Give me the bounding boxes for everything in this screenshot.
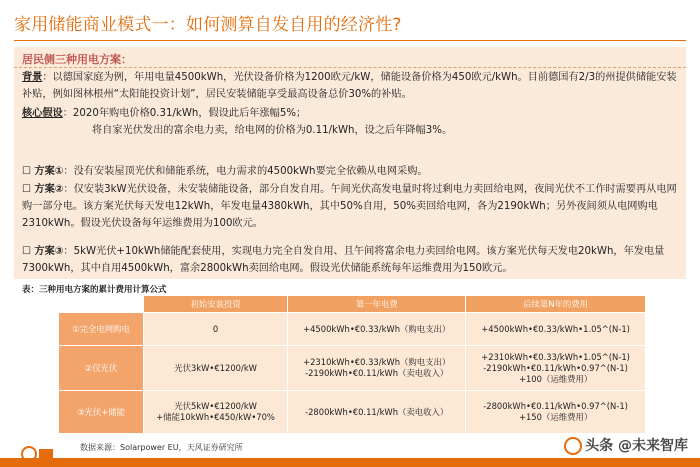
row-name: ①完全电网购电 [59,313,144,346]
plan-2-text: ：仅安装3kW光伏设备，未安装储能设备，部分自发自用。午间光伏高发电量时将过剩电力卖回给电网，夜间光伏不工作时需要再从电网购一部分电。该方案光伏每天发电12kWh，年发电量4380kWh，其中50%自用，50%卖回给电网，各为2190kWh；另外夜间须从电网购电2310kWh。假设光伏设备每年运维费用为100欧元。 [22,184,677,229]
source-note: 数据来源：Solarpower EU，天风证券研究所 [80,443,243,452]
plan-1-paragraph [22,163,682,180]
checkbox-icon: ☐ [22,166,32,177]
plan-1-text: ：没有安装屋顶光伏和储能系统，电力需求的4500kWh要完全依赖从电网采购。 [63,166,428,177]
row-name: ②仅光伏 [59,346,144,391]
table-header-first-year: 第一年电费 [288,296,466,313]
core-assumption-text-2: 将自家光伏发出的富余电力卖，给电网的价格为0.11/kWh，设之后年降幅3%。 [92,125,453,136]
scenario-panel [14,47,686,279]
background-paragraph [22,69,682,103]
table-row [59,391,646,434]
table-caption: 表：三种用电方案的累计费用计算公式 [22,285,167,295]
background-text: ：以德国家庭为例，年用电量4500kWh，光伏设备价格为1200欧元/kW，储能设备价格为450欧元/kWh。目前德国有2/3的州提供储能安装补贴，例如图林根州“太阳能投资计划”，居民安装储能享受最高设备总价30%的补贴。 [22,72,677,100]
cell-invest: 0 [144,313,288,346]
cell-first-year: +2310kWh•€0.33/kWh（购电支出） -2190kWh•€0.11/kWh（卖电收入） [288,346,466,391]
row-name: ③光伏+储能 [59,391,144,434]
watermark: 头条 @未来智库 [564,435,688,455]
cell-later-years: +2310kWh•€0.33/kWh•1.05^(N-1) -2190kWh•€0.11/kWh•0.97^(N-1) +100（运维费用） [466,346,646,391]
plan-2-label: 方案② [34,184,64,195]
page-title: 家用储能商业模式一：如何测算自发自用的经济性? [14,15,402,35]
panel-heading: 居民侧三种用电方案： [22,53,132,66]
cell-later-years: +4500kWh•€0.33/kWh•1.05^(N-1) [466,313,646,346]
table-header-row [59,296,646,313]
core-assumption-label: 核心假设 [22,108,63,119]
core-assumption-text-1: ：2020年购电价格0.31/kWh，假设此后年涨幅5%； [62,108,307,119]
panel-divider [14,67,686,68]
table-header-invest: 初始安装投资 [144,296,288,313]
title-divider [14,40,686,41]
plan-3-text: ：5kW光伏+10kWh储能配套使用，实现电力完全自发自用、且午间将富余电力卖回给电网。该方案光伏每天发电20kWh，年发电量7300kWh，其中自用4500kWh，富余2800kWh卖回给电网。假设光伏储能系统每年运维费用为150欧元。 [22,246,665,274]
table-header-empty [59,296,144,313]
cell-invest: 光伏3kW•€1200/kW [144,346,288,391]
table-row [59,346,646,391]
plan-3-paragraph [22,243,682,277]
cell-first-year: +4500kWh•€0.33/kWh（购电支出） [288,313,466,346]
cell-invest: 光伏5kW•€1200/kW +储能10kWh•€450/kW•70% [144,391,288,434]
checkbox-icon: ☐ [22,246,32,257]
cell-first-year: -2800kWh•€0.11/kWh（卖电收入） [288,391,466,434]
cell-later-years: -2800kWh•€0.11/kWh•0.97^(N-1) +150（运维费用） [466,391,646,434]
plan-1-label: 方案① [34,166,64,177]
cost-formula-table [58,295,646,434]
background-label: 背景 [22,72,43,83]
checkbox-icon: ☐ [22,184,32,195]
plan-3-label: 方案③ [34,246,64,257]
table-row [59,313,646,346]
watermark-icon [564,437,582,455]
table-header-later-years: 后续第N年的费用 [466,296,646,313]
core-assumption-paragraph [22,105,682,139]
plan-2-paragraph [22,181,682,232]
footer-bar [0,458,700,467]
